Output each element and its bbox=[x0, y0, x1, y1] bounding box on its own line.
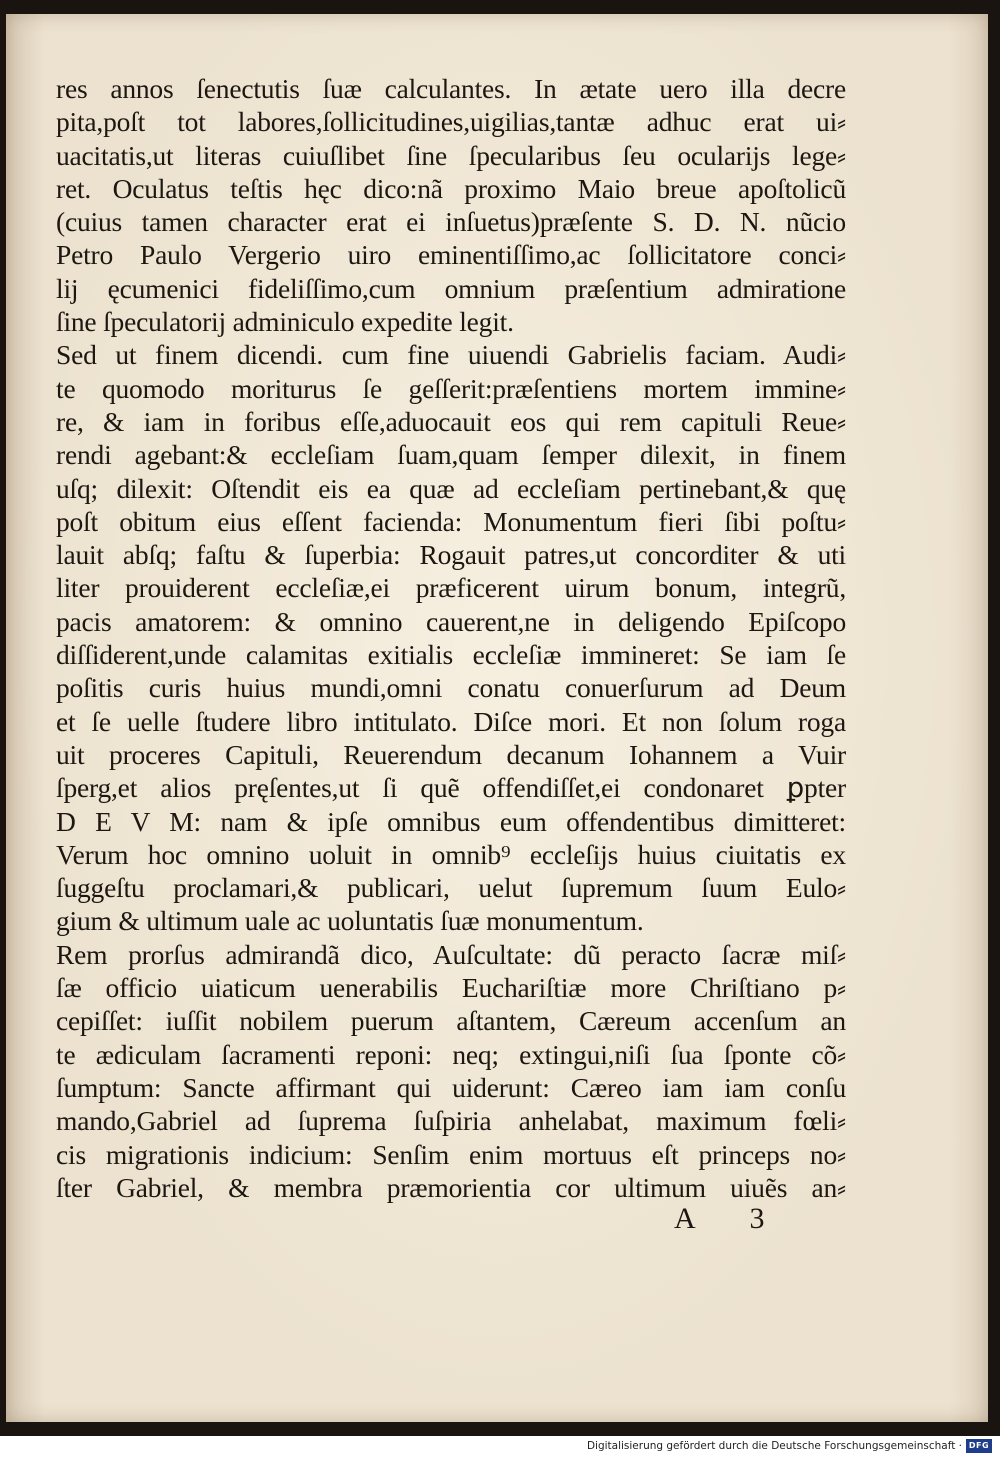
text-line: ſuggeſtu proclamari,& publicari, uelut ſupremum ſuum Eulo⸗ bbox=[56, 872, 846, 904]
text-line: pacis amatorem: & omnino cauerent,ne in deligendo Epiſcopo bbox=[56, 605, 846, 637]
book-page bbox=[6, 14, 988, 1422]
text-line: lij ęcumenici fideliſſimo,cum omnium præſentium admiratione bbox=[56, 272, 846, 304]
text-line: re, & iam in foribus eſſe,aduocauit eos qui rem capituli Reue⸗ bbox=[56, 405, 846, 437]
text-line: gium & ultimum uale ac uoluntatis ſuæ monumentum. bbox=[56, 905, 644, 937]
text-line: pita,poſt tot labores,ſollicitudines,uigilias,tantæ adhuc erat ui⸗ bbox=[56, 106, 846, 138]
text-line: uit proceres Capituli, Reuerendum decanum Iohannem a Vuir bbox=[56, 738, 846, 770]
signature-mark: A 3 bbox=[674, 1202, 789, 1235]
text-line: D E V M: nam & ipſe omnibus eum offendentibus dimitteret: bbox=[56, 805, 846, 837]
text-line: ſine ſpeculatorij adminiculo expedite legit. bbox=[56, 306, 514, 338]
page-text bbox=[56, 72, 846, 1204]
text-line: mando,Gabriel ad ſuprema ſuſpiria anhelabat, maximum fœli⸗ bbox=[56, 1105, 846, 1137]
text-line: poſt obitum eius eſſent facienda: Monumentum fieri ſibi poſtu⸗ bbox=[56, 505, 846, 537]
text-line: poſitis curis huius mundi,omni conatu conuerſurum ad Deum bbox=[56, 672, 846, 704]
text-line: ſperg,et alios pręſentes,ut ſi quẽ offendiſſet,ei condonaret ꝑpter bbox=[56, 772, 846, 804]
text-line: diſſiderent,unde calamitas exitialis eccleſiæ immineret: Se iam ſe bbox=[56, 639, 846, 671]
text-line: Rem prorſus admirandã dico, Auſcultate: dũ peracto ſacræ miſ⸗ bbox=[56, 938, 846, 970]
text-line: res annos ſenectutis ſuæ calculantes. In ætate uero illa decre bbox=[56, 73, 846, 104]
text-line: liter prouiderent eccleſiæ,ei præficerent uirum bonum, integrũ, bbox=[56, 572, 846, 604]
text-line: ret. Oculatus teſtis hęc dico:nã proximo Maio breue apoſtolicũ bbox=[56, 172, 846, 204]
text-line: lauit abſq; faſtu & ſuperbia: Rogauit patres,ut concorditer & uti bbox=[56, 539, 846, 571]
text-line: uſq; dilexit: Oſtendit eis ea quæ ad eccleſiam pertinebant,& quę bbox=[56, 472, 846, 504]
text-line: ſumptum: Sancte affirmant qui uiderunt: Cæreo iam iam conſu bbox=[56, 1071, 846, 1103]
text-line: rendi agebant:& eccleſiam ſuam,quam ſemper dilexit, in finem bbox=[56, 439, 846, 471]
digitization-footer bbox=[0, 1436, 1000, 1458]
funding-credit: Digitalisierung gefördert durch die Deutsche Forschungsgemeinschaft · bbox=[586, 1440, 962, 1452]
text-line: cepiſſet: iuſſit nobilem puerum aſtantem, Cæreum accenſum an bbox=[56, 1005, 846, 1037]
text-line: te quomodo moriturus ſe geſſerit:præſentiens mortem immine⸗ bbox=[56, 372, 846, 404]
text-line: cis migrationis indicium: Senſim enim mortuus eſt princeps no⸗ bbox=[56, 1138, 846, 1170]
text-line: uacitatis,ut literas cuiuſlibet ſine ſpecularibus ſeu ocularijs lege⸗ bbox=[56, 139, 846, 171]
text-line: te ædiculam ſacramenti reponi: neq; extingui,niſi ſua ſponte cõ⸗ bbox=[56, 1038, 846, 1070]
text-line: et ſe uelle ſtudere libro intitulato. Diſce mori. Et non ſolum roga bbox=[56, 705, 846, 737]
text-line: (cuius tamen character erat ei inſuetus)præſente S. D. N. nũcio bbox=[56, 206, 846, 238]
dfg-logo: DFG bbox=[966, 1439, 992, 1453]
text-line: ſæ officio uiaticum uenerabilis Euchariſtiæ more Chriſtiano p⸗ bbox=[56, 972, 846, 1004]
text-line: ſter Gabriel, & membra præmorientia cor ultimum uiuẽs an⸗ bbox=[56, 1171, 846, 1203]
text-line: Verum hoc omnino uoluit in omnib⁹ eccleſijs huius ciuitatis ex bbox=[56, 838, 846, 870]
text-line: Petro Paulo Vergerio uiro eminentiſſimo,ac ſollicitatore conci⸗ bbox=[56, 239, 846, 271]
text-line: Sed ut finem dicendi. cum fine uiuendi Gabrielis faciam. Audi⸗ bbox=[56, 339, 846, 371]
